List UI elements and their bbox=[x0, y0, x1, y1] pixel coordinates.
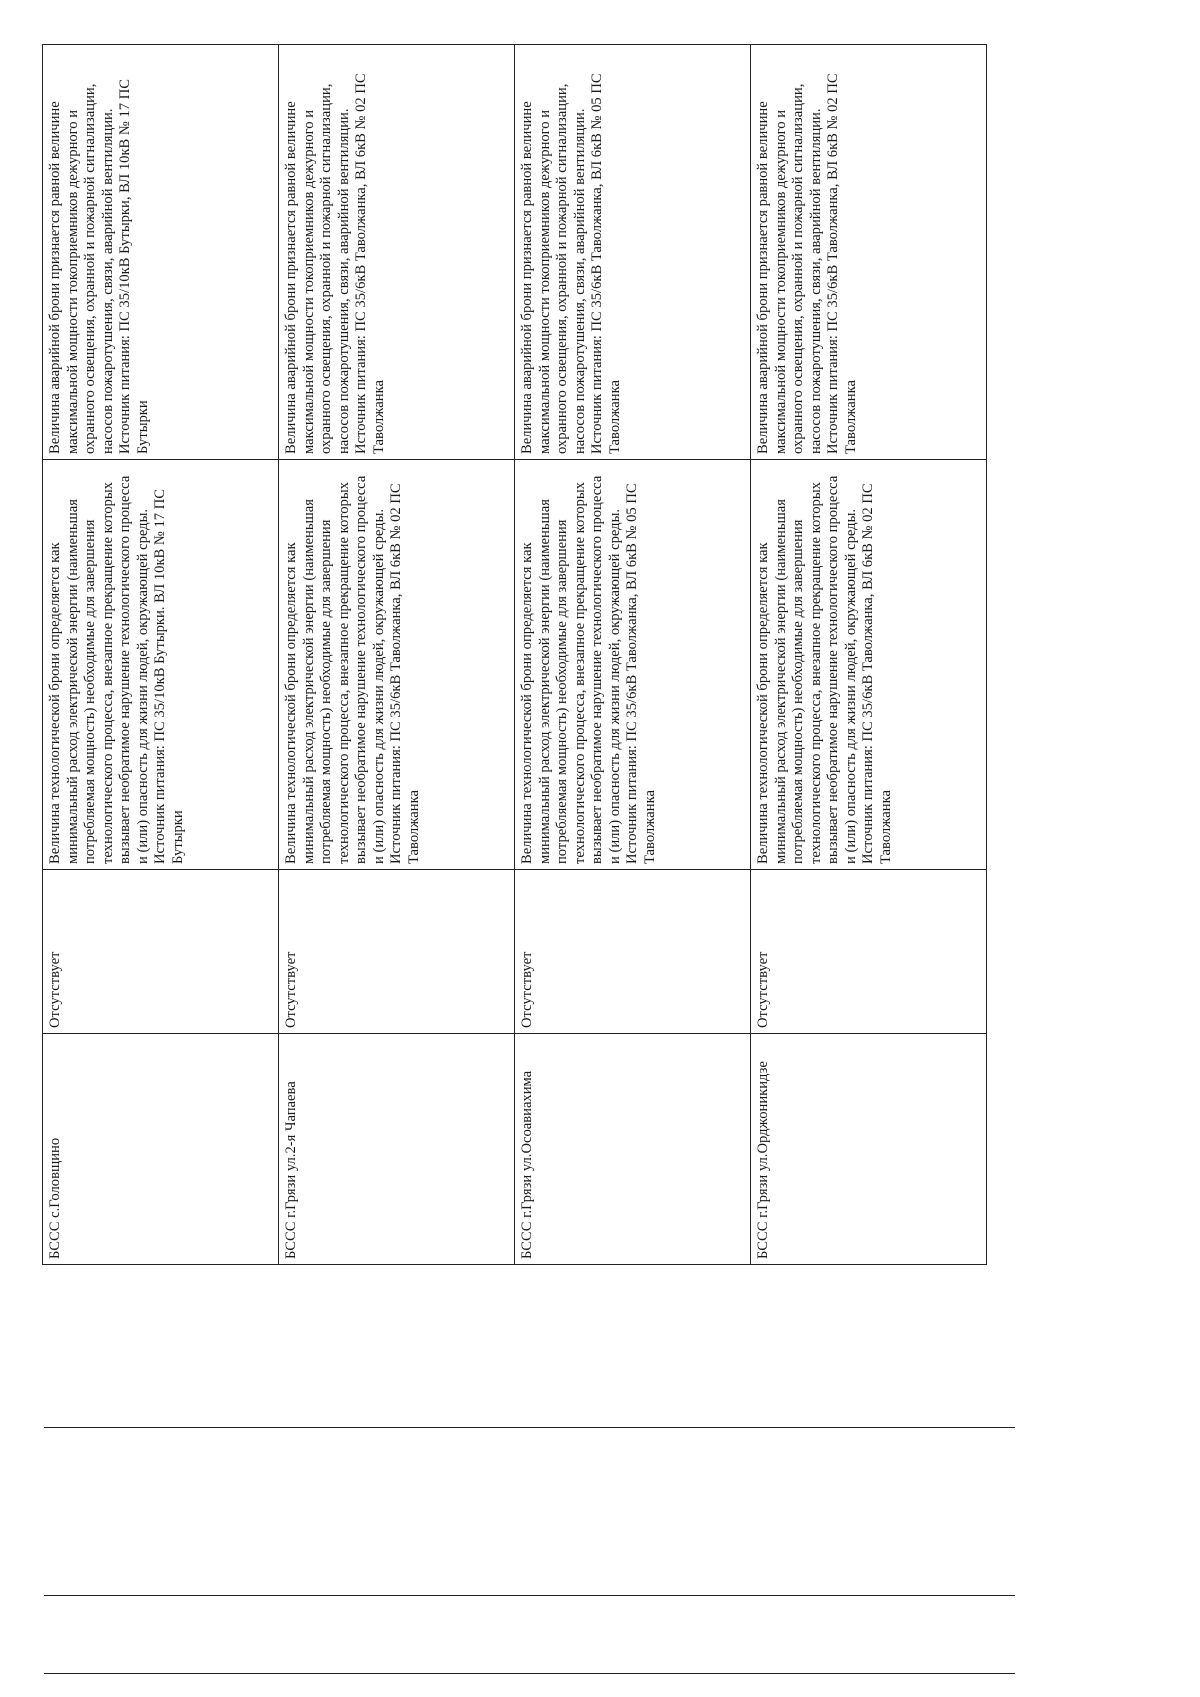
tech-bron-cell: Величина технологической брони определяется как минимальный расход электрической энергии (наименьшая потребляемая мощность) необходимые для завершения технологического процесса, внезапное прекращение которых вызывает необратимое нарушение технологического процесса и (или) опасность для жизни людей, окружающей среды. Источник питания: ПС 35/6кВ Таволжанка, ВЛ 6кВ № 02 ПС Таволжанка bbox=[751, 460, 987, 870]
tech-bron-cell: Величина технологической брони определяется как минимальный расход электрической энергии (наименьшая потребляемая мощность) необходимые для завершения технологического процесса, внезапное прекращение которых вызывает необратимое нарушение технологического процесса и (или) опасность для жизни людей, окружающей среды. Источник питания: ПС 35/10кВ Бутырки. ВЛ 10кВ № 17 ПС Бутырки bbox=[43, 460, 279, 870]
status-cell: Отсутствует bbox=[515, 870, 751, 1034]
avar-bron-cell: Величина аварийной брони признается равной величине максимальной мощности токоприемников дежурного и охранного освещения, охранной и пожарной сигнализации, насосов пожаротушения, связи, аварийной вентиляции. Источник питания: ПС 35/6кВ Таволжанка, ВЛ 6кВ № 05 ПС Таволжанка bbox=[515, 45, 751, 460]
object-name-cell: БССС г.Грязи ул.Орджоникидзе bbox=[751, 1034, 987, 1265]
status-cell: Отсутствует bbox=[751, 870, 987, 1034]
avar-bron-cell: Величина аварийной брони признается равной величине максимальной мощности токоприемников дежурного и охранного освещения, охранной и пожарной сигнализации, насосов пожаротушения, связи, аварийной вентиляции. Источник питания: ПС 35/10кВ Бутырки, ВЛ 10кВ № 17 ПС Бутырки bbox=[43, 45, 279, 460]
avar-bron-cell: Величина аварийной брони признается равной величине максимальной мощности токоприемников дежурного и охранного освещения, охранной и пожарной сигнализации, насосов пожаротушения, связи, аварийной вентиляции. Источник питания: ПС 35/6кВ Таволжанка, ВЛ 6кВ № 02 ПС Таволжанка bbox=[279, 45, 515, 460]
avar-bron-cell: Величина аварийной брони признается равной величине максимальной мощности токоприемников дежурного и охранного освещения, охранной и пожарной сигнализации, насосов пожаротушения, связи, аварийной вентиляции. Источник питания: ПС 35/6кВ Таволжанка, ВЛ 6кВ № 02 ПС Таволжанка bbox=[751, 45, 987, 460]
status-cell: Отсутствует bbox=[279, 870, 515, 1034]
object-name-cell: БССС г.Грязи ул.2-я Чапаева bbox=[279, 1034, 515, 1265]
object-name-cell: БССС с.Головщино bbox=[43, 1034, 279, 1265]
tech-bron-cell: Величина технологической брони определяется как минимальный расход электрической энергии (наименьшая потребляемая мощность) необходимые для завершения технологического процесса, внезапное прекращение которых вызывает необратимое нарушение технологического процесса и (или) опасность для жизни людей, окружающей среды. Источник питания: ПС 35/6кВ Таволжанка, ВЛ 6кВ № 05 ПС Таволжанка bbox=[515, 460, 751, 870]
horizontal-rule bbox=[44, 1673, 1015, 1674]
table-row bbox=[751, 45, 987, 1265]
tech-bron-cell: Величина технологической брони определяется как минимальный расход электрической энергии (наименьшая потребляемая мощность) необходимые для завершения технологического процесса, внезапное прекращение которых вызывает необратимое нарушение технологического процесса и (или) опасность для жизни людей, окружающей среды. Источник питания: ПС 35/6кВ Таволжанка, ВЛ 6кВ № 02 ПС Таволжанка bbox=[279, 460, 515, 870]
rotated-page bbox=[42, 45, 1010, 1265]
bron-table bbox=[42, 44, 987, 1265]
table-row bbox=[279, 45, 515, 1265]
table-row bbox=[515, 45, 751, 1265]
horizontal-rule bbox=[44, 1595, 1015, 1596]
table-row bbox=[43, 45, 279, 1265]
status-cell: Отсутствует bbox=[43, 870, 279, 1034]
object-name-cell: БССС г.Грязи ул.Осоавиахима bbox=[515, 1034, 751, 1265]
horizontal-rule bbox=[44, 1427, 1015, 1428]
